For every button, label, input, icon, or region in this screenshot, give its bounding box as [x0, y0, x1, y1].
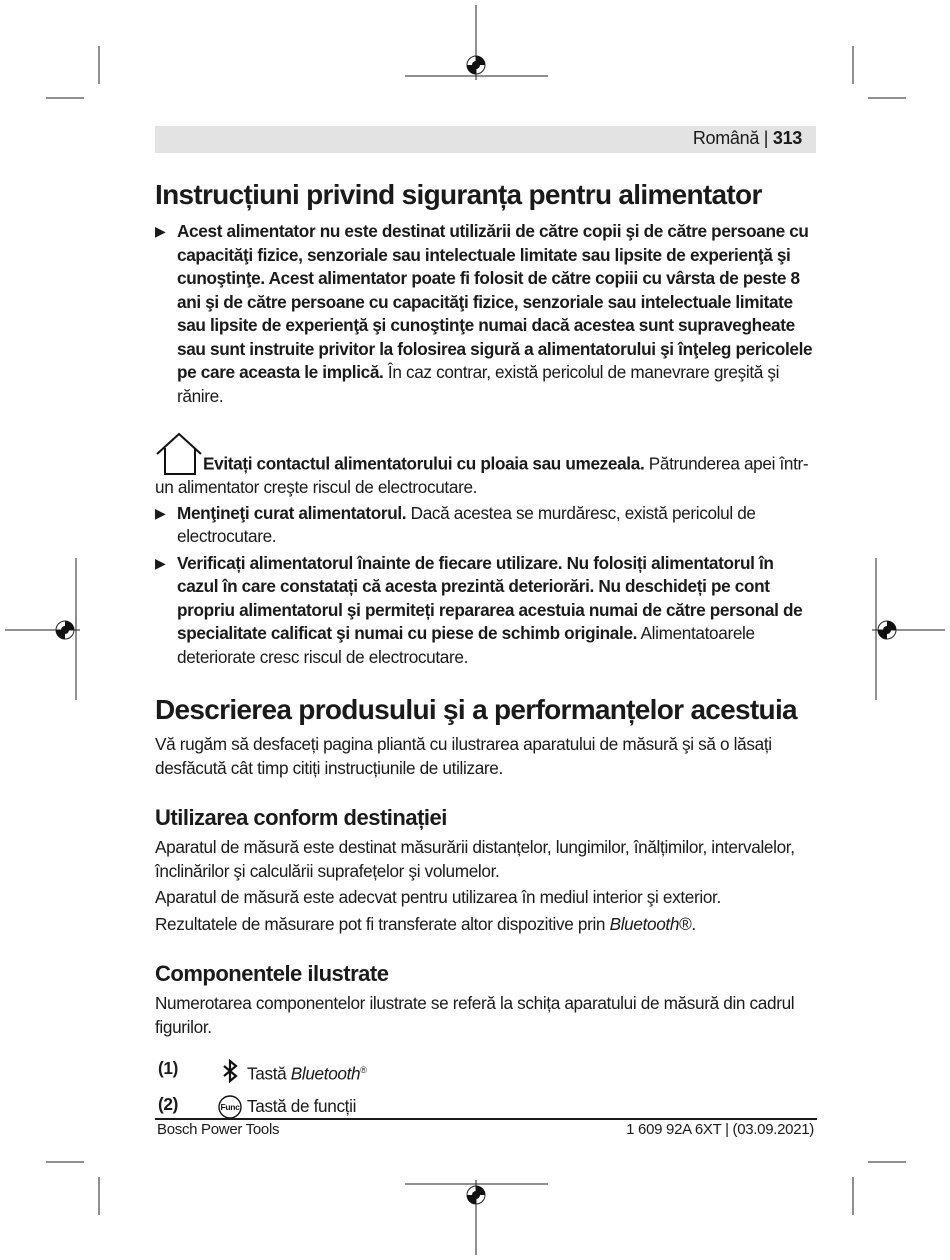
func-icon	[217, 1095, 243, 1119]
list-item: (1) Tastă Bluetooth®	[155, 1057, 817, 1093]
intended-use-p1: Aparatul de măsură este destinat măsurării distanțelor, lungimilor, înălțimilor, intervalelor, înclinărilor şi calculării suprafețelor şi volumelor.	[155, 837, 795, 881]
intended-use-p3: Rezultatele de măsurare pot fi transferate altor dispozitive prin Bluetooth®.	[155, 913, 696, 934]
safety-bullet-3	[155, 552, 817, 670]
components-section	[155, 960, 817, 1129]
section-title-description: Descrierea produsului şi a performanțelor acestuia	[155, 694, 797, 725]
bullet-bold-text: Acest alimentator nu este destinat utilizării de către copii şi de către persoane cu capacităţi fizice, senzoriale sau intelectuale limitate sau lipsite de experienţă şi cunoştinţe. Acest alimentator poate fi folosit de către copiii cu vârsta de peste 8 ani şi de către persoane cu capacităţi fizice, senzoriale sau intelectuale limitate sau lipsite de experienţă şi cunoştinţe numai dacă acestea sunt supravegheate sau sunt instruite privitor la folosirea sigură a alimentatorului şi înţeleg pericolele pe care aceasta le implică.	[177, 221, 813, 382]
footer-doc-number: 1 609 92A 6XT | (03.09.2021)	[626, 1121, 814, 1138]
bullet-triangle-icon: ▶	[155, 554, 166, 571]
bluetooth-icon	[217, 1059, 243, 1083]
page-number: 313	[772, 128, 802, 148]
bullet-triangle-icon: ▶	[155, 504, 166, 521]
svg-text:Func: Func	[220, 1102, 240, 1112]
safety-bullet-2	[155, 502, 817, 549]
section-title-components: Componentele ilustrate	[155, 961, 389, 986]
footer-brand: Bosch Power Tools	[157, 1121, 280, 1138]
description-intro: Vă rugăm să desfaceți pagina pliantă cu ilustrarea aparatului de măsură şi să o lăsați desfăcută cât timp citiți instrucțiunile de utilizare.	[155, 734, 772, 778]
bullet-bold-text: Verificați alimentatorul înainte de fiecare utilizare. Nu folosiți alimentatorul în cazul în care constatați că acesta prezintă deteriorări. Nu deschideți pe cont propriu alimentatorul şi permiteți repararea acestuia numai de către personal de specialitate calificat şi numai cu piese de schimb originale.	[177, 552, 803, 643]
bullet-normal-text: Alimentatoarele deteriorate cresc riscul de electrocutare.	[177, 623, 755, 667]
components-intro: Numerotarea componentelor ilustrate se referă la schița aparatului de măsură din cadrul figurilor.	[155, 993, 795, 1037]
bullet-normal-text: În caz contrar, există pericolul de manevrare greşită şi rănire.	[177, 362, 780, 406]
page-content	[155, 178, 817, 1129]
indoor-warning	[155, 432, 817, 500]
section-title-intended-use: Utilizarea conform destinației	[155, 805, 447, 830]
intended-use-section	[155, 804, 817, 936]
bullet-normal-text: Dacă acestea se murdăresc, există pericolul de electrocutare.	[177, 502, 756, 546]
bullet-bold-text: Menţineţi curat alimentatorul.	[177, 502, 407, 523]
header-language: Română	[692, 128, 760, 148]
section-title-safety: Instrucțiuni privind siguranța pentru alimentator	[155, 179, 762, 210]
component-label: Tastă Bluetooth®	[247, 1063, 367, 1084]
intended-use-p2: Aparatul de măsură este adecvat pentru utilizarea în mediul interior şi exterior.	[155, 887, 721, 907]
component-label: Tastă de funcții	[247, 1096, 357, 1116]
footer-divider	[155, 1118, 817, 1120]
list-item: (2) Func Tastă de funcții	[155, 1093, 817, 1129]
house-indoor-icon	[155, 432, 205, 476]
warning-normal-text: Pătrunderea apei într-un alimentator creşte riscul de electrocutare.	[155, 453, 809, 497]
warning-bold-text: Evitați contactul alimentatorului cu ploaia sau umezeala.	[203, 453, 645, 474]
safety-bullet-1	[155, 220, 817, 408]
bullet-triangle-icon: ▶	[155, 223, 166, 239]
page-header: Română | 313	[692, 128, 802, 148]
